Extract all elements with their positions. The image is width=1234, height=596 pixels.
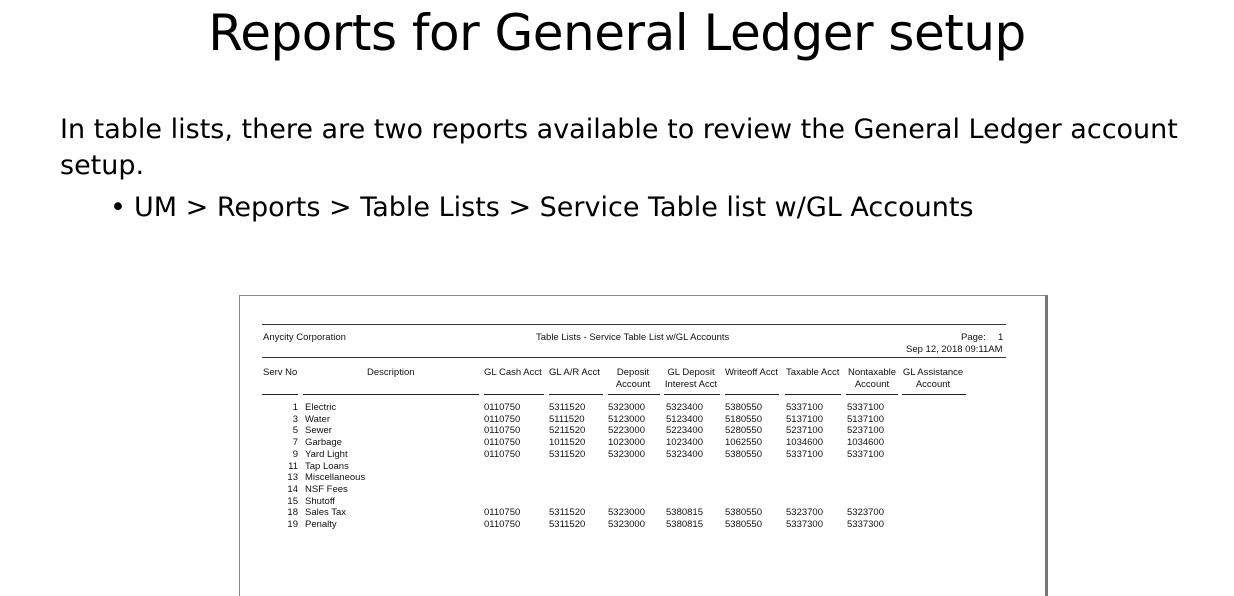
cell-gldep: 5223400 [666,425,703,437]
cell-cash: 0110750 [484,402,521,413]
cell-desc: Electric [305,402,337,413]
underline-gl-cash [484,394,544,395]
cell-tax: 5337100 [786,402,823,413]
cell-no: 1 [292,402,298,413]
cell-ntax: 5137100 [847,413,884,425]
cell-desc: Sewer [305,425,332,437]
cell-dep: 5223000 [608,425,645,437]
cell-desc: Miscellaneous [305,472,366,484]
underline-description [303,394,479,395]
slide-title: Reports for General Ledger setup [208,4,1026,62]
cell-wo: 5380550 [725,507,762,519]
cell-desc: Penalty [305,519,337,530]
cell-ntax: 5237100 [847,425,884,437]
header-gl-assist-1: GL Assistance [902,367,964,378]
header-deposit-2: Account [615,379,651,390]
report-page-label: Page: [961,332,986,343]
header-nontaxable-2: Account [854,379,890,390]
report-company: Anycity Corporation [263,332,346,343]
report-page-number: 1 [998,332,1004,343]
cell-dep: 1023000 [608,437,645,449]
header-gl-deposit-1: GL Deposit [667,367,715,378]
report-header-rule [262,357,1006,358]
cell-ntax: 1034600 [847,437,884,449]
cell-cash: 0110750 [484,519,521,530]
bullet-item [110,190,973,226]
cell-gldep: 5380815 [666,507,703,519]
underline-taxable [785,394,841,395]
cell-no: 7 [292,437,298,449]
header-description: Description [367,367,415,378]
cell-ntax: 5323700 [847,507,884,519]
cell-dep: 5323000 [608,402,645,413]
cell-dep: 5323000 [608,448,645,460]
cell-tax: 5337300 [786,519,823,530]
cell-wo: 5380550 [725,402,762,413]
cell-dep: 5123000 [608,413,645,425]
cell-desc: Yard Light [305,448,348,460]
header-gl-ar: GL A/R Acct [549,367,600,378]
cell-ar: 5311520 [549,448,586,460]
cell-ntax: 5337300 [847,519,884,530]
header-serv-no: Serv No [263,367,298,378]
underline-gl-assist [902,394,966,395]
header-gl-assist-2: Account [915,379,951,390]
cell-no: 9 [292,448,298,460]
cell-gldep: 5323400 [666,448,703,460]
cell-cash: 0110750 [484,425,521,437]
underline-gl-deposit [664,394,720,395]
underline-gl-ar [549,394,603,395]
cell-desc: Tap Loans [305,460,349,472]
report-title: Table Lists - Service Table List w/GL Accounts [536,332,730,343]
cell-wo: 5380550 [725,519,762,530]
cell-ntax: 5337100 [847,402,884,413]
cell-ar: 1011520 [549,437,586,449]
header-nontaxable-1: Nontaxable [847,367,897,378]
cell-desc: Garbage [305,437,342,449]
cell-gldep: 1023400 [666,437,703,449]
cell-ar: 5111520 [549,413,585,425]
cell-cash: 0110750 [484,507,521,519]
bullet-icon: • [110,192,126,223]
cell-dep: 5323000 [608,519,645,530]
cell-cash: 0110750 [484,437,521,449]
cell-gldep: 5123400 [666,413,703,425]
underline-serv-no [262,394,298,395]
cell-cash: 0110750 [484,448,521,460]
cell-ar: 5311520 [549,519,586,530]
cell-tax: 1034600 [786,437,823,449]
cell-cash: 0110750 [484,413,521,425]
cell-ar: 5311520 [549,402,586,413]
header-deposit-1: Deposit [616,367,650,378]
cell-ar: 5311520 [549,507,586,519]
cell-desc: Shutoff [305,495,335,507]
cell-tax: 5337100 [786,448,823,460]
cell-no: 19 [287,519,298,530]
cell-ntax: 5337100 [847,448,884,460]
cell-desc: Sales Tax [305,507,347,519]
header-gl-cash: GL Cash Acct [484,367,542,378]
cell-wo: 5280550 [725,425,762,437]
cell-no: 14 [287,483,298,495]
intro-text: In table lists, there are two reports available to review the General Ledger account setup. [60,114,1178,181]
cell-tax: 5237100 [786,425,823,437]
cell-no: 3 [292,413,298,425]
cell-no: 5 [292,425,298,437]
underline-deposit [608,394,660,395]
underline-nontaxable [846,394,898,395]
underline-writeoff [725,394,779,395]
report-image [239,295,1048,596]
cell-wo: 5380550 [725,448,762,460]
cell-gldep: 5323400 [666,402,703,413]
cell-wo: 1062550 [725,437,762,449]
cell-desc: Water [305,413,330,425]
cell-dep: 5323000 [608,507,645,519]
cell-tax: 5137100 [786,413,823,425]
cell-ar: 5211520 [549,425,586,437]
header-gl-deposit-2: Interest Acct [664,379,718,390]
cell-desc: NSF Fees [305,483,348,495]
report-date-time: Sep 12, 2018 09:11AM [906,344,1003,355]
cell-wo: 5180550 [725,413,762,425]
cell-no: 11 [288,460,298,472]
cell-tax: 5323700 [786,507,823,519]
cell-no: 15 [287,495,298,507]
cell-gldep: 5380815 [666,519,703,530]
cell-no: 18 [287,507,298,519]
bullet-text: UM > Reports > Table Lists > Service Table list w/GL Accounts [134,192,974,223]
header-taxable: Taxable Acct [786,367,840,378]
report-top-rule [262,324,1006,325]
header-writeoff: Writeoff Acct [725,367,778,378]
cell-no: 13 [287,472,298,484]
